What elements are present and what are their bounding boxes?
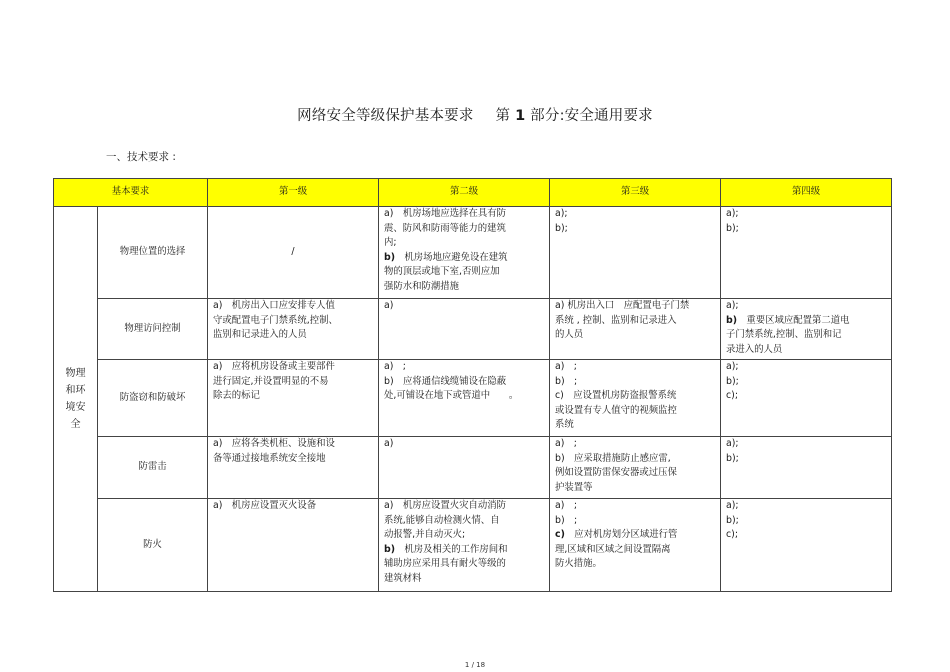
cell-line: b) 机房及相关的工作房间和 [384, 543, 508, 555]
cell-line: 守或配置电子门禁系统,控制、 [213, 314, 338, 326]
cell-line: b) 应将通信线缆铺设在隐蔽 [384, 375, 507, 387]
cell-line: a) ; [384, 361, 406, 372]
cell-line: a) 机房应设置火灾自动消防 [384, 500, 506, 511]
title-part-suffix: 部分:安全通用要求 [530, 108, 653, 124]
table-row [54, 207, 892, 299]
category-physical-environment: 物理 和环 境安 全 [54, 207, 98, 592]
item-label: 物理访问控制 [98, 299, 208, 360]
cell-line: 系统,能够自动检测火情、自 [384, 514, 500, 526]
item-marker: a) [384, 500, 394, 511]
cell-line: 的人员 [555, 329, 584, 341]
cell-level-2 [379, 437, 550, 499]
cell-line: 例如设置防雷保安器或过压保 [555, 467, 677, 479]
cell-line: b); [726, 452, 739, 464]
page-number: 1 / 18 [464, 661, 486, 669]
item-marker: b) [384, 251, 396, 263]
item-marker: a) [384, 208, 394, 219]
cell-level-2 [379, 207, 550, 299]
cell-line: b); [726, 375, 739, 387]
cell-line: 处,可铺设在地下或管道中 。 [384, 390, 519, 402]
header-level-1: 第一级 [208, 179, 379, 207]
cell-line: 进行固定,并设置明显的不易 [213, 375, 329, 387]
item-marker: b) [555, 514, 565, 526]
title-main: 网络安全等级保护基本要求 [297, 108, 474, 124]
cell-level-4 [721, 437, 892, 499]
cell-line: 护装置等 [555, 481, 593, 493]
cell-level-3 [550, 437, 721, 499]
cell-line [726, 299, 886, 314]
item-label: 防盗窃和防破坏 [98, 360, 208, 437]
cell-level-2 [379, 299, 550, 360]
cell-line: 震、防风和防雨等能力的建筑 [384, 222, 506, 234]
cell-line: c) 应对机房划分区域进行管 [555, 529, 678, 541]
item-marker: c) [555, 529, 565, 541]
cell-line: 物的顶层或地下室,否则应加 [384, 266, 500, 278]
cell-line: 或设置有专人值守的视频监控 [555, 404, 677, 416]
cell-line: 防火措施。 [555, 558, 602, 570]
cell-line: a) ; [555, 500, 577, 511]
cell-level-2 [379, 360, 550, 437]
item-marker: b) [726, 314, 738, 326]
cell-level-3 [550, 207, 721, 299]
cell-line: 内; [384, 237, 397, 249]
cell-line: b); [726, 514, 739, 526]
cell-line: 动报警,并自动灭火; [384, 529, 466, 541]
header-level-4: 第四级 [721, 179, 892, 207]
item-label: 防火 [98, 499, 208, 592]
cell-line: a); [555, 208, 568, 219]
cell-line: 强防水和防潮措施 [384, 280, 460, 292]
cell-line: 辅助房应采用具有耐火等级的 [384, 558, 506, 570]
cell-line: a) 机房出入口应安排专人值 [213, 300, 335, 311]
item-marker: a); [726, 300, 739, 311]
cell-line: 备等通过接地系统安全接地 [213, 452, 326, 464]
title-part-num: 1 [515, 108, 526, 124]
cell-level-3 [550, 499, 721, 592]
cell-level-3 [550, 299, 721, 360]
table-row [54, 437, 892, 499]
cell-line: a); [726, 361, 739, 372]
cell-line: a); [726, 500, 739, 511]
item-marker: b) [384, 543, 396, 555]
cell-level-1 [208, 360, 379, 437]
cell-level-3 [550, 360, 721, 437]
cell-line: 系统 , 控制、监别和记录进入 [555, 314, 677, 326]
cell-line: a) ; [555, 361, 577, 372]
cell-line: b); [555, 222, 568, 234]
header-basic-requirements: 基本要求 [54, 179, 208, 207]
document-title [0, 104, 950, 125]
cell-line: 理,区域和区域之间设置隔离 [555, 543, 671, 555]
cell-line: a) 机房场地应选择在具有防 [384, 208, 506, 219]
cell-line: a) 应将各类机柜、设施和设 [213, 438, 335, 449]
requirements-table [53, 178, 892, 592]
cell-line: a) 机房应设置灭火设备 [213, 500, 317, 511]
cell-line: b) 重要区域应配置第二道电 [726, 314, 850, 326]
cell-line: b) ; [555, 514, 578, 526]
table-row [54, 299, 892, 360]
cell-level-2 [379, 499, 550, 592]
cell-line: c); [726, 529, 738, 541]
cell-level-1 [208, 299, 379, 360]
cell-level-4 [721, 499, 892, 592]
cell-line: c); [726, 390, 738, 402]
item-label: 物理位置的选择 [98, 207, 208, 299]
cell-line: 建筑材料 [384, 572, 422, 584]
cell-level-1 [208, 499, 379, 592]
cell-line: b); [726, 222, 739, 234]
cell-line: a) [384, 300, 394, 311]
cell-level-4 [721, 207, 892, 299]
item-label: 防雷击 [98, 437, 208, 499]
cell-level-4 [721, 360, 892, 437]
header-row [54, 179, 892, 207]
cell-level-4 [721, 299, 892, 360]
cell-line: c) 应设置机房防盗报警系统 [555, 390, 677, 402]
cell-line: b) 机房场地应避免设在建筑 [384, 251, 508, 263]
cell-line: 除去的标记 [213, 390, 260, 402]
cell-line: a); [726, 208, 739, 219]
title-part-prefix: 第 [495, 108, 511, 124]
table-row [54, 499, 892, 592]
cell-line: a) [384, 438, 394, 449]
cell-line: a) 应将机房设备或主要部件 [213, 361, 335, 372]
table-row [54, 360, 892, 437]
cell-line: b) ; [555, 375, 578, 387]
cell-line: b) 应采取措施防止感应雷, [555, 452, 671, 464]
cell-line: a) 机房出入口 应配置电子门禁 [555, 300, 690, 311]
cell-level-1 [208, 437, 379, 499]
cell-line: a); [726, 438, 739, 449]
cell-level-1: / [208, 207, 379, 299]
header-level-2: 第二级 [379, 179, 550, 207]
cell-line: 系统 [555, 419, 574, 431]
cell-line: a) ; [555, 438, 577, 449]
header-level-3: 第三级 [550, 179, 721, 207]
cell-line: 录进入的人员 [726, 343, 783, 355]
cell-line: 监别和记录进入的人员 [213, 329, 307, 341]
cell-line: 子门禁系统,控制、监别和记 [726, 329, 842, 341]
item-marker: a) [555, 500, 565, 511]
section-heading: 一、技术要求 : [106, 151, 176, 163]
